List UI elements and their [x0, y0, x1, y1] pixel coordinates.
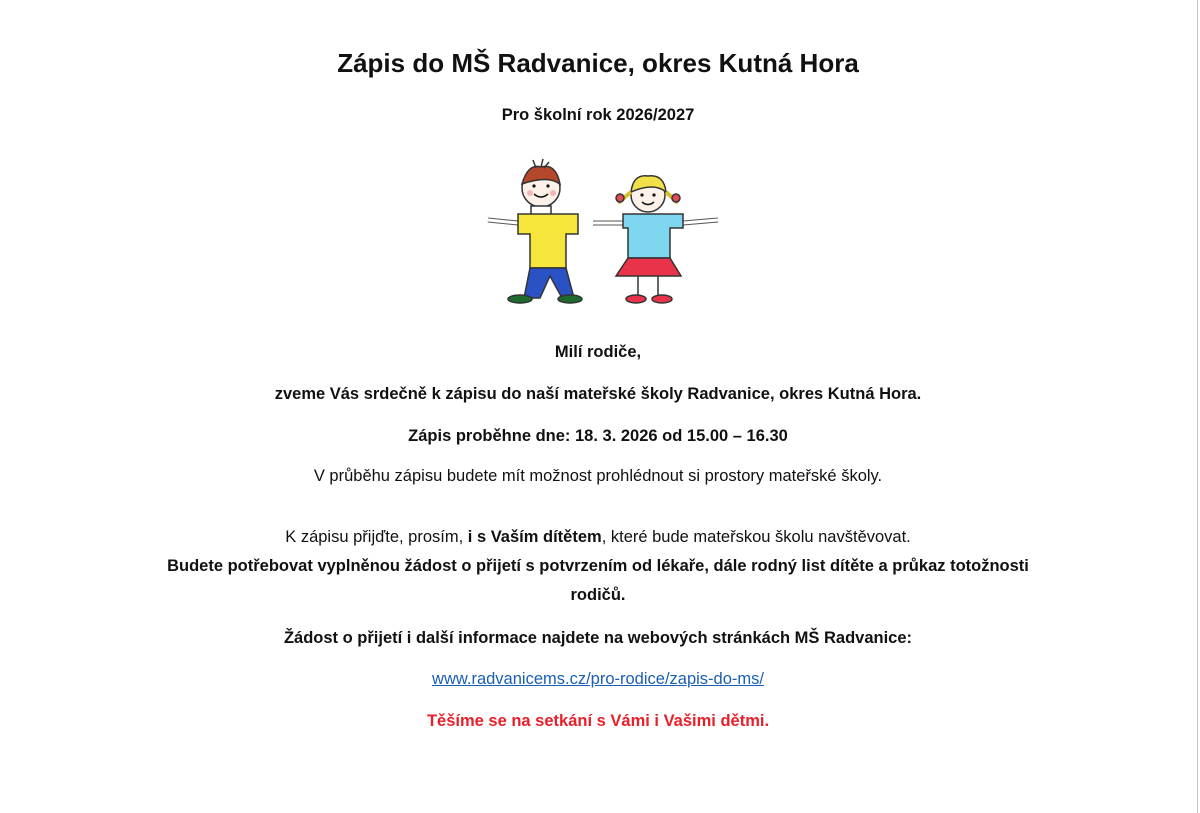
subtitle: Pro školní rok 2026/2027 [501, 106, 695, 124]
closing-text: Těšíme se na setkání s Vámi i Vašimi dětmi. [426, 712, 770, 730]
documents-text-2: rodičů. [570, 586, 626, 604]
greeting: Milí rodiče, [554, 343, 642, 361]
child-text-bold: i s Vaším dítětem [467, 528, 602, 546]
child-text-pre: K zápisu přijďte, prosím, [285, 528, 468, 546]
child-text [0, 528, 1196, 547]
enrollment-date: Zápis proběhne dne: 18. 3. 2026 od 15.00 – 16.30 [408, 427, 788, 445]
invitation-text: zveme Vás srdečně k zápisu do naší mateřské školy Radvanice, okres Kutná Hora. [274, 385, 922, 403]
documents-text-1: Budete potřebovat vyplněnou žádost o přijetí s potvrzením od lékaře, dále rodný list dítěte a průkaz totožnosti [167, 557, 1029, 575]
children-illustration [478, 158, 738, 308]
child-text-post: , které bude mateřskou školu navštěvovat. [601, 528, 911, 546]
page-title: Zápis do MŠ Radvanice, okres Kutná Hora [337, 48, 859, 78]
tour-text: V průběhu zápisu budete mít možnost prohlédnout si prostory mateřské školy. [313, 467, 883, 485]
info-text: Žádost o přijetí i další informace najdete na webových stránkách MŠ Radvanice: [283, 629, 913, 647]
page-edge [1197, 0, 1198, 813]
website-link[interactable]: www.radvanicems.cz/pro-rodice/zapis-do-ms/ [432, 670, 764, 688]
